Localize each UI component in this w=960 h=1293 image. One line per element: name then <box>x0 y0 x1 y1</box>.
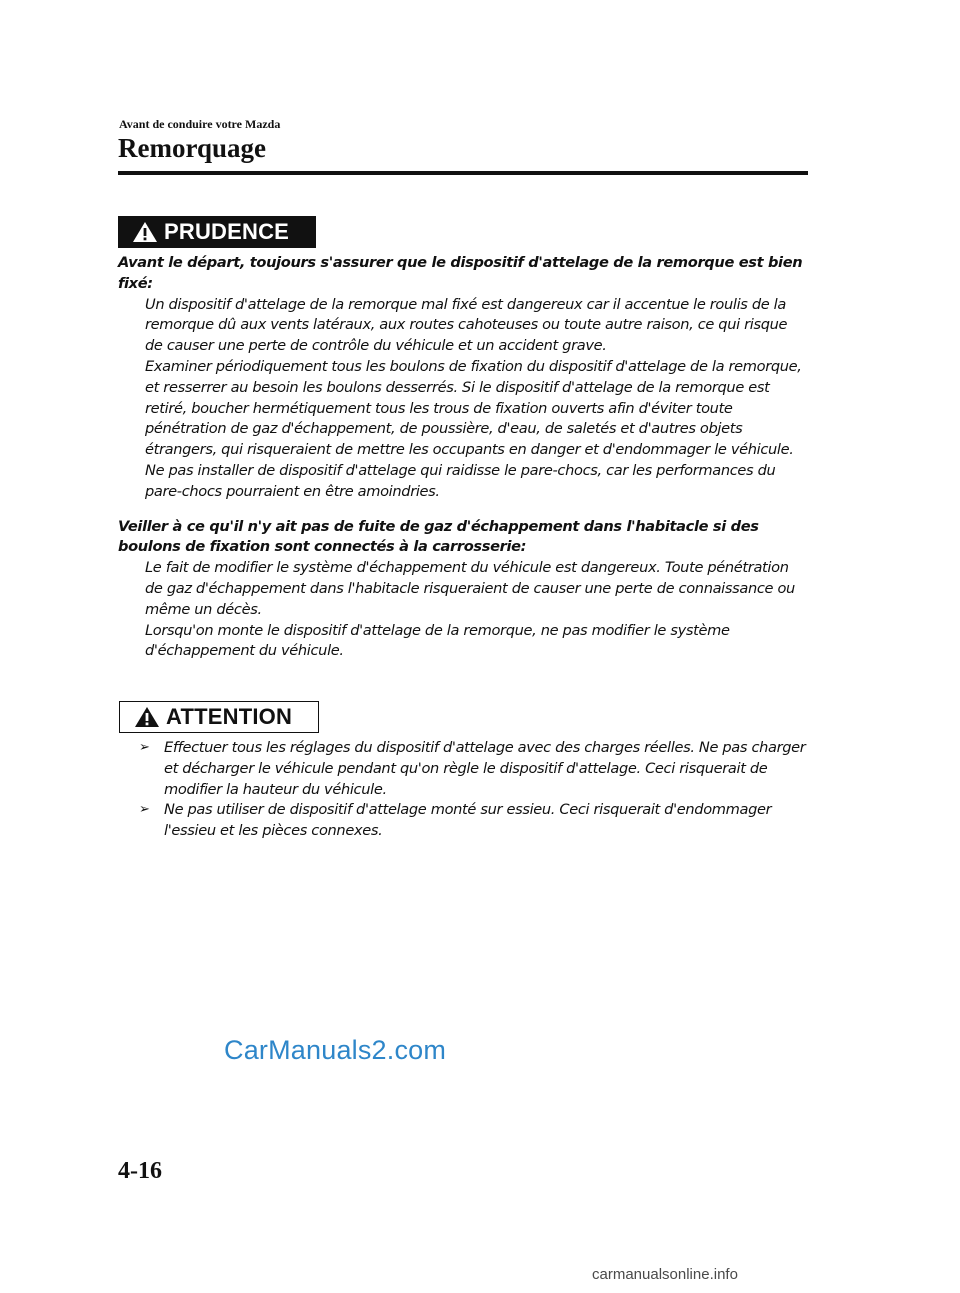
warning-triangle-icon <box>132 221 158 243</box>
page-number: 4-16 <box>118 1158 162 1184</box>
prudence-paragraph: Le fait de modifier le système d'échappement du véhicule est dangereux. Toute pénétration de gaz d'échappement dans l'habitacle risqueraient de causer une perte de connaissance ou même un décès. <box>145 559 795 618</box>
list-item <box>118 738 808 800</box>
prudence-paragraph: Un dispositif d'attelage de la remorque mal fixé est dangereux car il accentue le roulis de la remorque dû aux vents latéraux, aux routes cahoteuses ou toute autre raison, ce qui risque de causer une perte de contrôle du véhicule et un accident grave. <box>145 295 788 355</box>
prudence-content <box>118 253 808 662</box>
watermark: CarManuals2.com <box>224 1035 447 1065</box>
block-gap <box>118 503 808 517</box>
attention-content <box>118 738 808 842</box>
attention-item-text: Ne pas utiliser de dispositif d'attelage monté sur essieu. Ceci risquerait d'endommager l'essieu et les pièces connexes. <box>164 801 772 840</box>
prudence-paragraph: Lorsqu'on monte le dispositif d'attelage de la remorque, ne pas modifier le système d'échappement du véhicule. <box>145 621 730 660</box>
footer-source: carmanualsonline.info <box>592 1266 738 1283</box>
title-rule <box>118 171 808 175</box>
prudence-lead-2: Veiller à ce qu'il n'y ait pas de fuite de gaz d'échappement dans l'habitacle si des boulons de fixation sont connectés à la carrosserie: <box>118 517 759 556</box>
attention-item-text: Effectuer tous les réglages du dispositif d'attelage avec des charges réelles. Ne pas charger et décharger le véhicule pendant qu'on règle le dispositif d'attelage. Ceci risquerait de modifier la hauteur du véhicule. <box>164 739 806 798</box>
arrow-bullet-icon: ➢ <box>139 740 150 755</box>
prudence-label: PRUDENCE <box>164 219 290 244</box>
attention-list <box>118 738 808 842</box>
section-kicker: Avant de conduire votre Mazda <box>119 117 281 131</box>
warning-triangle-icon <box>134 706 160 728</box>
prudence-badge <box>118 216 316 248</box>
attention-label: ATTENTION <box>166 704 293 729</box>
prudence-paragraph: Ne pas installer de dispositif d'attelage qui raidisse le pare-chocs, car les performances du pare-chocs pourraient en être amoindries. <box>145 461 776 500</box>
prudence-lead-1: Avant le départ, toujours s'assurer que le dispositif d'attelage de la remorque est bien fixé: <box>118 254 803 292</box>
list-item <box>118 800 808 842</box>
prudence-paragraph: Examiner périodiquement tous les boulons de fixation du dispositif d'attelage de la remorque, et resserrer au besoin les boulons desserrés. Si le dispositif d'attelage de la remorque est retiré, boucher hermétiquement tous les trous de fixation ouverts afin d'éviter toute pénétration de gaz d'échappement, de poussière, d'eau, de saletés et d'autres objets étrangers, qui risqueraient de mettre les occupants en danger et d'endommager le véhicule. <box>145 357 802 459</box>
arrow-bullet-icon: ➢ <box>139 802 150 818</box>
page-title: Remorquage <box>118 133 266 163</box>
attention-badge <box>119 701 319 733</box>
